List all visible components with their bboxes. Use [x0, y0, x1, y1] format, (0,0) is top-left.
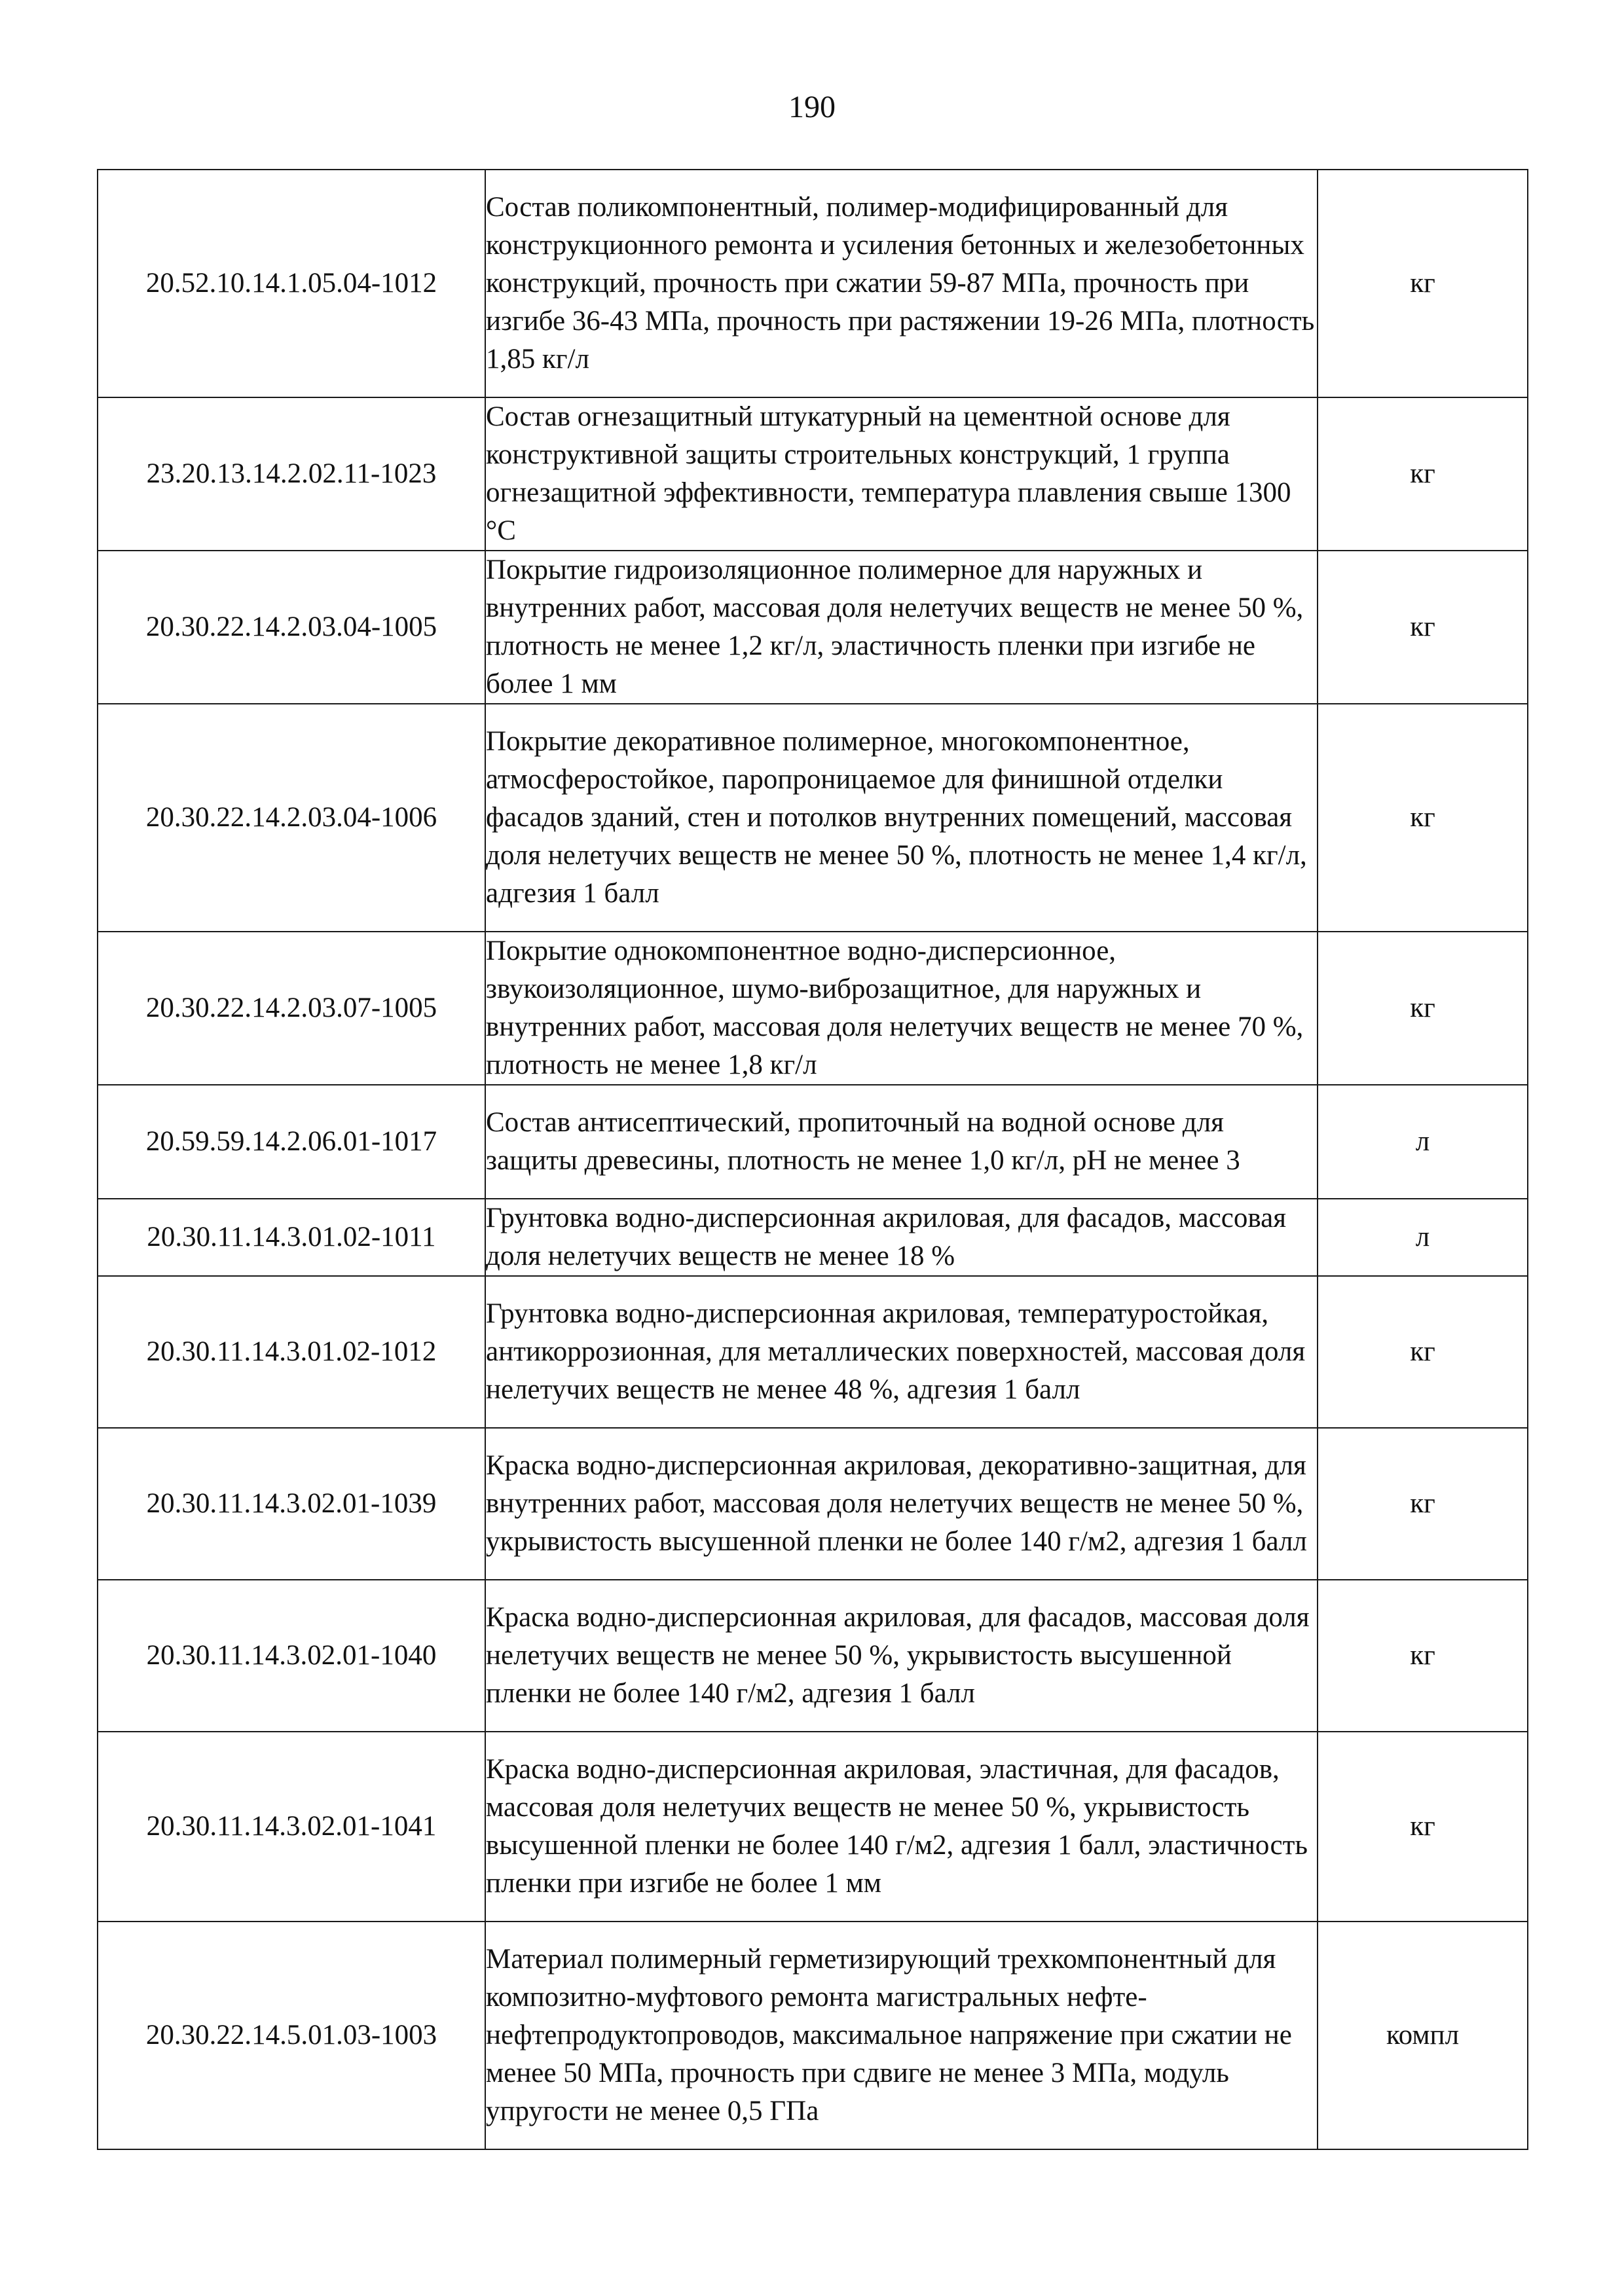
- resource-code: 20.30.22.14.2.03.07-1005: [98, 932, 485, 1085]
- table-row: [98, 1922, 1528, 2149]
- table-row: [98, 1580, 1528, 1732]
- unit-of-measure: л: [1318, 1199, 1528, 1276]
- resource-description: Материал полимерный герметизирующий трехкомпонентный для композитно-муфтового ремонта магистральных нефте-нефтепродуктопроводов, максимальное напряжение при сжатии не менее 50 МПа, прочность при сдвиге не менее 3 МПа, модуль упругости не менее 0,5 ГПа: [485, 1922, 1318, 2149]
- resource-code: 20.30.11.14.3.02.01-1041: [98, 1732, 485, 1922]
- unit-of-measure: кг: [1318, 932, 1528, 1085]
- unit-of-measure: компл: [1318, 1922, 1528, 2149]
- table-row: [98, 170, 1528, 397]
- resource-description: Состав огнезащитный штукатурный на цементной основе для конструктивной защиты строительных конструкций, 1 группа огнезащитной эффективности, температура плавления свыше 1300 °С: [485, 397, 1318, 551]
- page-number: 190: [788, 90, 836, 124]
- resources-table: [97, 169, 1528, 2150]
- table-row: [98, 1085, 1528, 1199]
- resource-description: Грунтовка водно-дисперсионная акриловая, для фасадов, массовая доля нелетучих веществ не менее 18 %: [485, 1199, 1318, 1276]
- resource-code: 20.30.22.14.5.01.03-1003: [98, 1922, 485, 2149]
- unit-of-measure: кг: [1318, 1580, 1528, 1732]
- resource-description: Состав поликомпонентный, полимер-модифицированный для конструкционного ремонта и усиления бетонных и железобетонных конструкций, прочность при сжатии 59-87 МПа, прочность при изгибе 36-43 МПа, прочность при растяжении 19-26 МПа, плотность 1,85 кг/л: [485, 170, 1318, 397]
- resource-code: 20.30.22.14.2.03.04-1006: [98, 704, 485, 932]
- unit-of-measure: кг: [1318, 170, 1528, 397]
- resource-description: Покрытие гидроизоляционное полимерное для наружных и внутренних работ, массовая доля нелетучих веществ не менее 50 %, плотность не менее 1,2 кг/л, эластичность пленки при изгибе не более 1 мм: [485, 551, 1318, 704]
- resource-code: 20.52.10.14.1.05.04-1012: [98, 170, 485, 397]
- resource-code: 20.30.11.14.3.01.02-1011: [98, 1199, 485, 1276]
- resource-description: Краска водно-дисперсионная акриловая, декоративно-защитная, для внутренних работ, массовая доля нелетучих веществ не менее 50 %, укрывистость высушенной пленки не более 140 г/м2, адгезия 1 балл: [485, 1428, 1318, 1580]
- unit-of-measure: л: [1318, 1085, 1528, 1199]
- unit-of-measure: кг: [1318, 704, 1528, 932]
- unit-of-measure: кг: [1318, 1732, 1528, 1922]
- resource-code: 20.30.22.14.2.03.04-1005: [98, 551, 485, 704]
- unit-of-measure: кг: [1318, 1276, 1528, 1428]
- resource-description: Состав антисептический, пропиточный на водной основе для защиты древесины, плотность не менее 1,0 кг/л, pH не менее 3: [485, 1085, 1318, 1199]
- table-row: [98, 1732, 1528, 1922]
- resource-description: Покрытие однокомпонентное водно-дисперсионное, звукоизоляционное, шумо-виброзащитное, для наружных и внутренних работ, массовая доля нелетучих веществ не менее 70 %, плотность не менее 1,8 кг/л: [485, 932, 1318, 1085]
- resource-code: 20.30.11.14.3.01.02-1012: [98, 1276, 485, 1428]
- table-row: [98, 1428, 1528, 1580]
- resource-description: Краска водно-дисперсионная акриловая, эластичная, для фасадов, массовая доля нелетучих веществ не менее 50 %, укрывистость высушенной пленки не более 140 г/м2, адгезия 1 балл, эластичность пленки при изгибе не более 1 мм: [485, 1732, 1318, 1922]
- resource-code: 20.59.59.14.2.06.01-1017: [98, 1085, 485, 1199]
- table-row: [98, 1199, 1528, 1276]
- resource-code: 23.20.13.14.2.02.11-1023: [98, 397, 485, 551]
- unit-of-measure: кг: [1318, 551, 1528, 704]
- resources-table-body: [98, 170, 1528, 2149]
- table-row: [98, 932, 1528, 1085]
- resource-code: 20.30.11.14.3.02.01-1039: [98, 1428, 485, 1580]
- resource-description: Покрытие декоративное полимерное, многокомпонентное, атмосферостойкое, паропроницаемое для финишной отделки фасадов зданий, стен и потолков внутренних помещений, массовая доля нелетучих веществ не менее 50 %, плотность не менее 1,4 кг/л, адгезия 1 балл: [485, 704, 1318, 932]
- table-row: [98, 1276, 1528, 1428]
- resource-description: Краска водно-дисперсионная акриловая, для фасадов, массовая доля нелетучих веществ не менее 50 %, укрывистость высушенной пленки не более 140 г/м2, адгезия 1 балл: [485, 1580, 1318, 1732]
- table-row: [98, 551, 1528, 704]
- table-row: [98, 397, 1528, 551]
- table-row: [98, 704, 1528, 932]
- unit-of-measure: кг: [1318, 397, 1528, 551]
- resource-code: 20.30.11.14.3.02.01-1040: [98, 1580, 485, 1732]
- resource-description: Грунтовка водно-дисперсионная акриловая, температуростойкая, антикоррозионная, для металлических поверхностей, массовая доля нелетучих веществ не менее 48 %, адгезия 1 балл: [485, 1276, 1318, 1428]
- unit-of-measure: кг: [1318, 1428, 1528, 1580]
